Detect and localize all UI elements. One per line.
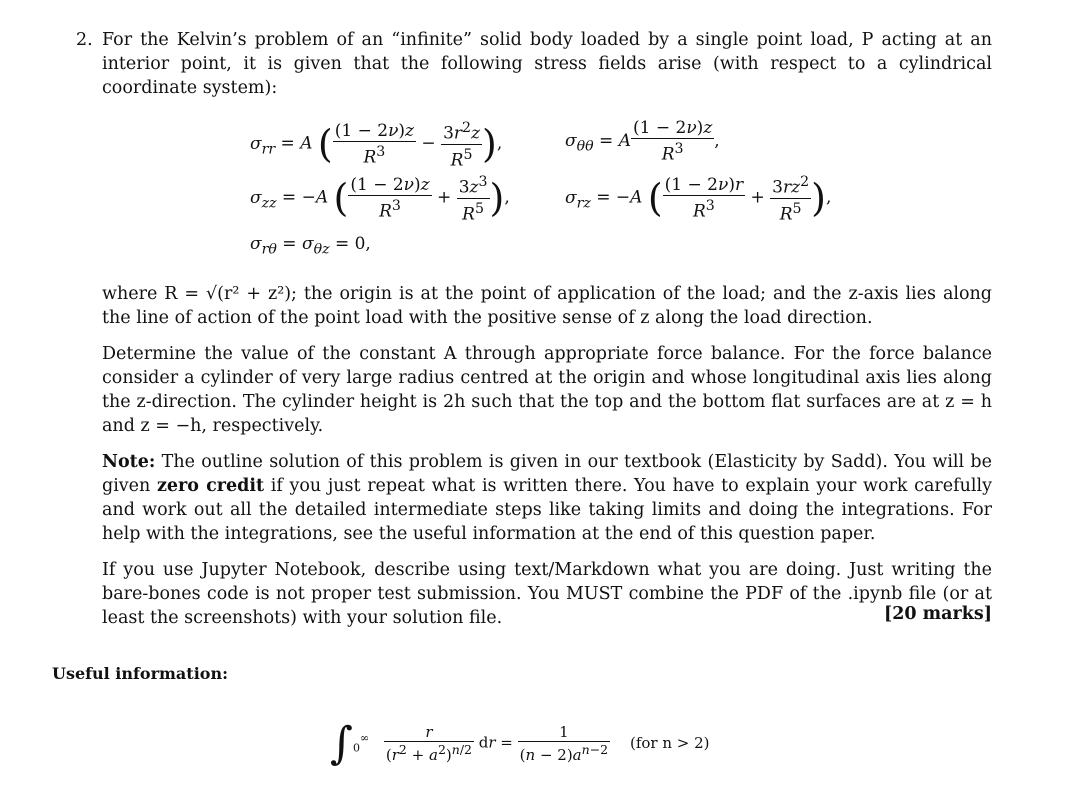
equation-sigma-rr: $\sigma_{rr} = A$ ( $\frac{(1 - 2\nu)z}{R^3}$ − $\frac{3r^2z}{R^5}$ ), [250,120,503,171]
question-number: 2. [76,30,93,50]
marks-label: [20 marks] [883,604,992,624]
equation-sigma-rz: $\sigma_{rz} = -A$ ( $\frac{(1 - 2\nu)r}{R^3}$ + $\frac{3rz^2}{R^5}$ ), [565,174,832,225]
equation-sigma-zz: $\sigma_{zz} = -A$ ( $\frac{(1 - 2\nu)z}{R^3}$ + $\frac{3z^3}{R^5}$ ), [250,174,510,225]
useful-info-heading: Useful information: [52,664,228,683]
note-text-b: if you just repeat what is written there. You have to explain your work carefully and work out all the detailed intermediate steps like taking limits and doing the integrations. For help with the integrations, see the useful information at the end of this question paper. [102,476,992,544]
note-paragraph [102,450,992,546]
question-intro: For the Kelvin’s problem of an “infinite” solid body loaded by a single point load, P acting at an interior point, it is given that the following stress fields arise (with respect to a cylindrical coordinate system): [102,30,992,98]
note-zero-credit: zero credit [156,476,265,496]
note-label: Note: [102,452,156,472]
integral-formula: $\int_0^\infty$ $\frac{r}{(r^2 + a^2)^{n/2}}$ dr = $\frac{1}{(n - 2)a^{n-2}}$ [330,718,609,769]
integral-condition: (for n > 2) [630,734,710,752]
where-paragraph: where R = √(r² + z²); the origin is at the point of application of the load; and the z-axis lies along the line of action of the point load with the positive sense of z along the load direction. [102,284,992,328]
determine-paragraph: Determine the value of the constant A through appropriate force balance. For the force balance consider a cylinder of very large radius centred at the origin and whose longitudinal axis lies along the z-direction. The cylinder height is 2h such that the top and the bottom flat surfaces are at z = h and z = −h, respectively. [102,344,992,436]
note-text-a: The outline solution of this problem is given in our textbook (Elasticity by Sadd). You will be given [102,452,992,496]
equation-shear-zero: $\sigma_{r\theta} = \sigma_{\theta z} = 0$, [250,234,371,258]
equation-sigma-thetatheta: $\sigma_{\theta\theta} = A$ $\frac{(1 - 2\nu)z}{R^3}$ , [565,118,720,165]
jupyter-paragraph: If you use Jupyter Notebook, describe using text/Markdown what you are doing. Just writing the bare-bones code is not proper test submission. You MUST combine the PDF of the .ipynb file (or at least the screenshots) with your solution file. [102,560,992,628]
